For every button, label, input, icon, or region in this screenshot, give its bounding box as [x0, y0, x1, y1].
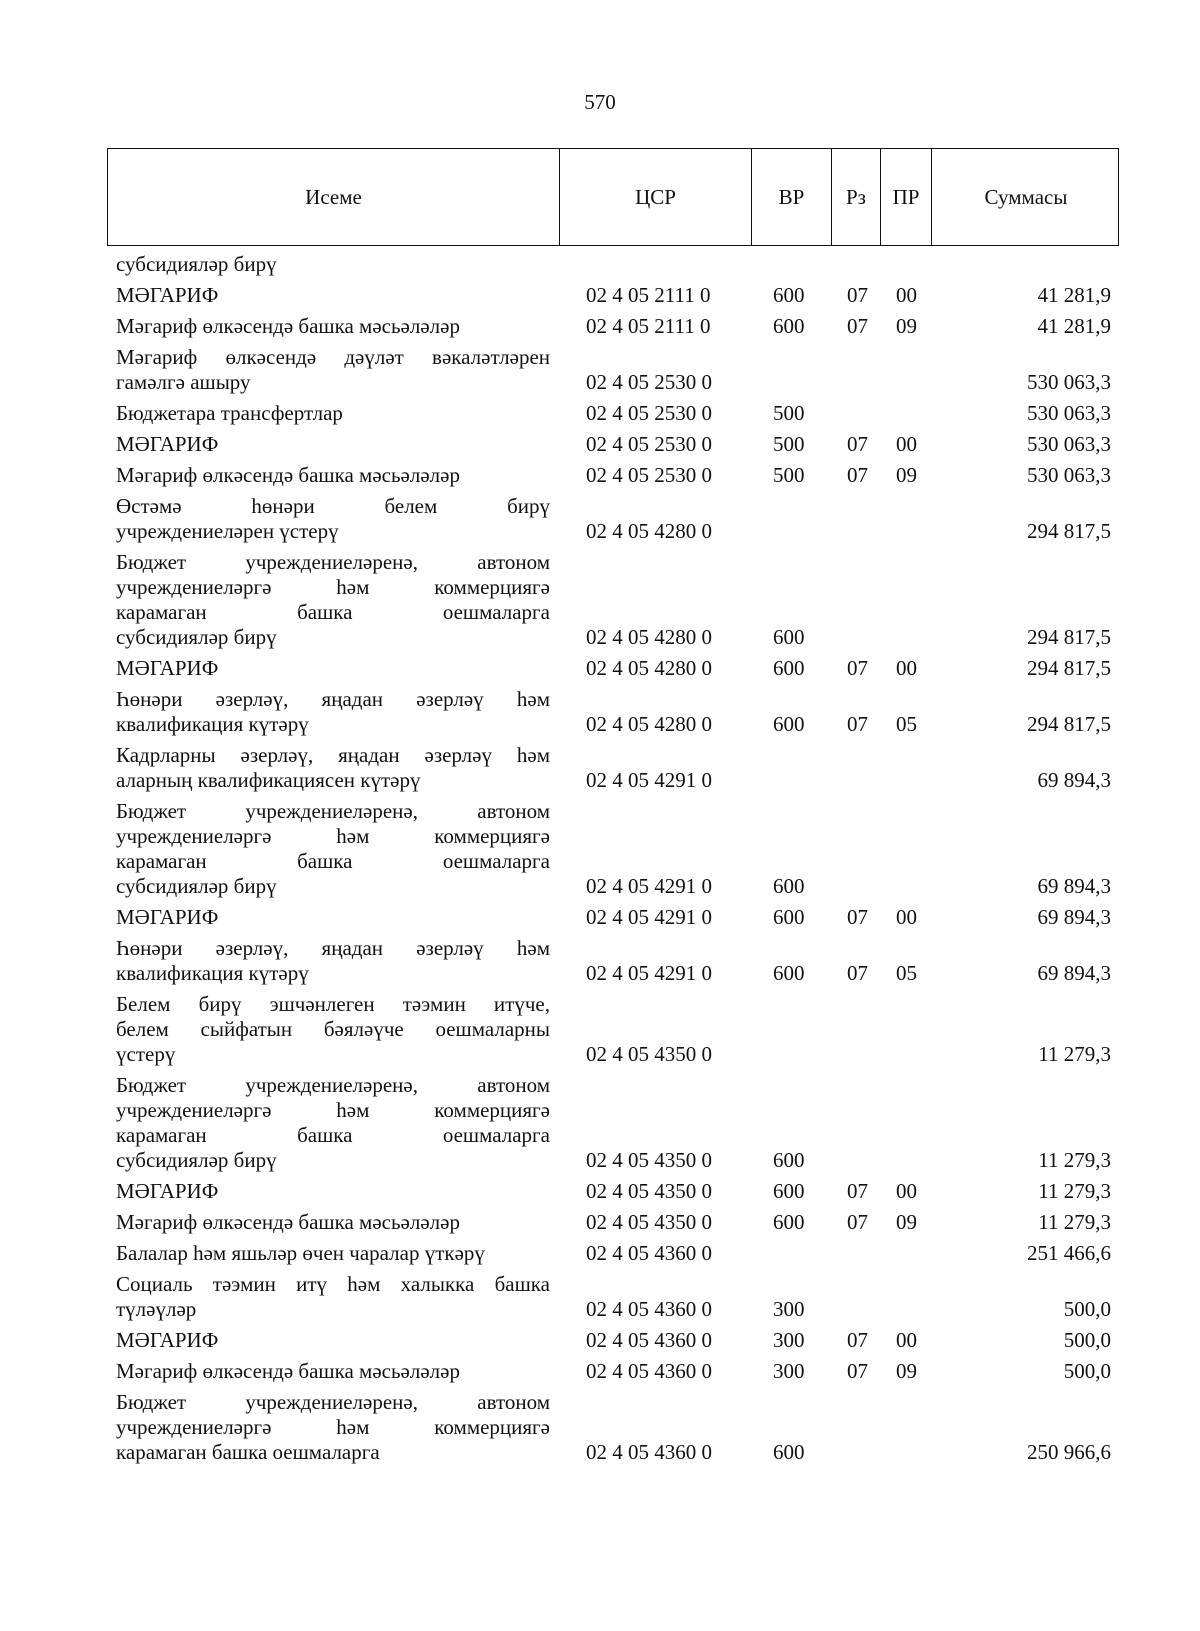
row-vr: 600	[773, 625, 805, 649]
row-vr: 600	[773, 1440, 805, 1464]
row-pr: 09	[896, 314, 917, 338]
row-name-line: Белем бирү эшчәнлеген тәэмин итүче,	[116, 992, 550, 1016]
row-csr: 02 4 05 4280 0	[586, 712, 712, 736]
table-row	[0, 550, 1200, 650]
row-vr: 600	[773, 712, 805, 736]
table-row	[0, 936, 1200, 986]
row-pr: 00	[896, 283, 917, 307]
row-name-line: гамәлгә ашыру	[116, 370, 251, 394]
row-pr: 09	[896, 1210, 917, 1234]
row-name	[116, 1328, 550, 1353]
table-row	[0, 283, 1200, 308]
row-rz: 07	[847, 1210, 868, 1234]
row-sum: 530 063,3	[1027, 432, 1111, 456]
header-rz: Рз	[831, 149, 880, 245]
row-vr: 600	[773, 1148, 805, 1172]
row-vr: 500	[773, 463, 805, 487]
row-pr: 09	[896, 1359, 917, 1383]
row-name-line: субсидияләр бирү	[116, 1148, 277, 1172]
row-vr: 500	[773, 401, 805, 425]
row-name-line: белем сыйфатын бәяләүче оешмаларны	[116, 1017, 550, 1041]
row-name-line: аларның квалификациясен күтәрү	[116, 768, 421, 792]
row-pr: 00	[896, 905, 917, 929]
row-name-line: субсидияләр бирү	[116, 625, 277, 649]
row-name-line: карамаган башка оешмаларга	[116, 849, 550, 873]
row-sum: 11 279,3	[1038, 1210, 1111, 1234]
row-csr: 02 4 05 2530 0	[586, 370, 712, 394]
row-csr: 02 4 05 4350 0	[586, 1210, 712, 1234]
row-name-line: карамаган башка оешмаларга	[116, 1440, 380, 1464]
row-rz: 07	[847, 1359, 868, 1383]
row-name-line: Кадрларны әзерләү, яңадан әзерләү һәм	[116, 743, 550, 767]
row-name-line: учреждениеләргә һәм коммерциягә	[116, 1098, 550, 1122]
row-sum: 41 281,9	[1037, 283, 1111, 307]
row-name	[116, 905, 550, 930]
row-csr: 02 4 05 4291 0	[586, 874, 712, 898]
row-rz: 07	[847, 656, 868, 680]
row-pr: 00	[896, 656, 917, 680]
row-sum: 251 466,6	[1027, 1241, 1111, 1265]
table-row	[0, 992, 1200, 1067]
row-name	[116, 1179, 550, 1204]
row-name-line: карамаган башка оешмаларга	[116, 1123, 550, 1147]
table-row	[0, 314, 1200, 339]
row-name-line: Һөнәри әзерләү, яңадан әзерләү һәм	[116, 687, 550, 711]
header-sum: Суммасы	[931, 149, 1120, 245]
row-vr: 600	[773, 283, 805, 307]
row-sum: 500,0	[1063, 1297, 1111, 1321]
row-sum: 11 279,3	[1038, 1148, 1111, 1172]
row-rz: 07	[847, 1328, 868, 1352]
row-csr: 02 4 05 4360 0	[586, 1241, 712, 1265]
row-csr: 02 4 05 4280 0	[586, 656, 712, 680]
row-vr: 600	[773, 961, 805, 985]
page-number: 570	[584, 90, 616, 114]
row-name-line: Бюджетара трансфертлар	[116, 401, 343, 425]
row-sum: 69 894,3	[1037, 961, 1111, 985]
row-sum: 11 279,3	[1038, 1042, 1111, 1066]
row-name	[116, 345, 550, 395]
row-sum: 294 817,5	[1027, 519, 1111, 543]
header-pr: ПР	[880, 149, 931, 245]
row-csr: 02 4 05 2111 0	[586, 314, 711, 338]
row-sum: 250 966,6	[1027, 1440, 1111, 1464]
row-vr: 300	[773, 1359, 805, 1383]
row-name-line: МӘГАРИФ	[116, 432, 219, 456]
row-csr: 02 4 05 4360 0	[586, 1297, 712, 1321]
table-row	[0, 1210, 1200, 1235]
row-rz: 07	[847, 712, 868, 736]
row-name-line: субсидияләр бирү	[116, 252, 277, 276]
row-name-line: квалификация күтәрү	[116, 961, 309, 985]
row-name-line: МӘГАРИФ	[116, 283, 219, 307]
row-name	[116, 550, 550, 650]
table-row	[0, 345, 1200, 395]
table-row	[0, 656, 1200, 681]
row-name-line: МӘГАРИФ	[116, 1328, 219, 1352]
row-name	[116, 1073, 550, 1173]
row-name-line: Балалар һәм яшьләр өчен чаралар үткәрү	[116, 1241, 485, 1265]
table-row	[0, 1241, 1200, 1266]
row-name-line: субсидияләр бирү	[116, 874, 277, 898]
row-sum: 500,0	[1063, 1359, 1111, 1383]
row-csr: 02 4 05 4291 0	[586, 905, 712, 929]
row-sum: 11 279,3	[1038, 1179, 1111, 1203]
row-sum: 294 817,5	[1027, 656, 1111, 680]
row-csr: 02 4 05 4350 0	[586, 1179, 712, 1203]
row-vr: 600	[773, 1210, 805, 1234]
row-name-line: учреждениеләрен үстерү	[116, 519, 339, 543]
row-csr: 02 4 05 4280 0	[586, 519, 712, 543]
row-pr: 00	[896, 1328, 917, 1352]
row-name	[116, 1210, 550, 1235]
header-csr: ЦСР	[559, 149, 751, 245]
row-sum: 530 063,3	[1027, 370, 1111, 394]
row-pr: 00	[896, 432, 917, 456]
row-name-line: МӘГАРИФ	[116, 1179, 219, 1203]
table-row	[0, 1328, 1200, 1353]
row-name	[116, 936, 550, 986]
row-name-line: квалификация күтәрү	[116, 712, 309, 736]
row-name-line: Бюджет учреждениеләренә, автоном	[116, 1073, 550, 1097]
row-rz: 07	[847, 463, 868, 487]
row-name-line: МӘГАРИФ	[116, 905, 219, 929]
row-name-line: Мәгариф өлкәсендә дәүләт вәкаләтләрен	[116, 345, 550, 369]
row-csr: 02 4 05 4291 0	[586, 768, 712, 792]
row-name	[116, 401, 550, 426]
row-name	[116, 687, 550, 737]
row-rz: 07	[847, 961, 868, 985]
table-row	[0, 252, 1200, 277]
row-sum: 41 281,9	[1037, 314, 1111, 338]
row-name	[116, 314, 550, 339]
row-csr: 02 4 05 2530 0	[586, 463, 712, 487]
row-csr: 02 4 05 4350 0	[586, 1042, 712, 1066]
table-row	[0, 401, 1200, 426]
row-name-line: Мәгариф өлкәсендә башка мәсьәләләр	[116, 1210, 460, 1234]
row-name-line: үстерү	[116, 1042, 176, 1066]
row-name-line: Мәгариф өлкәсендә башка мәсьәләләр	[116, 314, 460, 338]
table-row	[0, 799, 1200, 899]
row-pr: 05	[896, 961, 917, 985]
row-name-line: учреждениеләргә һәм коммерциягә	[116, 575, 550, 599]
row-pr: 09	[896, 463, 917, 487]
row-vr: 600	[773, 1179, 805, 1203]
row-name-line: Мәгариф өлкәсендә башка мәсьәләләр	[116, 463, 460, 487]
row-csr: 02 4 05 2530 0	[586, 432, 712, 456]
row-name	[116, 799, 550, 899]
row-name	[116, 656, 550, 681]
row-sum: 69 894,3	[1037, 874, 1111, 898]
row-sum: 530 063,3	[1027, 463, 1111, 487]
header-vr: ВР	[751, 149, 831, 245]
table-row	[0, 1073, 1200, 1173]
row-name	[116, 1241, 550, 1266]
header-name: Исеме	[305, 184, 362, 209]
row-csr: 02 4 05 4280 0	[586, 625, 712, 649]
table-header	[107, 148, 1119, 246]
row-rz: 07	[847, 283, 868, 307]
row-vr: 500	[773, 432, 805, 456]
row-name-line: Бюджет учреждениеләренә, автоном	[116, 550, 550, 574]
row-csr: 02 4 05 4360 0	[586, 1328, 712, 1352]
row-sum: 294 817,5	[1027, 712, 1111, 736]
row-name	[116, 743, 550, 793]
row-vr: 600	[773, 874, 805, 898]
row-name-line: карамаган башка оешмаларга	[116, 600, 550, 624]
row-name	[116, 432, 550, 457]
row-name-line: түләүләр	[116, 1297, 197, 1321]
table-row	[0, 1390, 1200, 1465]
row-sum: 69 894,3	[1037, 768, 1111, 792]
row-csr: 02 4 05 4360 0	[586, 1440, 712, 1464]
table-row	[0, 1359, 1200, 1384]
row-vr: 600	[773, 905, 805, 929]
row-name-line: учреждениеләргә һәм коммерциягә	[116, 1415, 550, 1439]
table-row	[0, 905, 1200, 930]
row-name-line: Һөнәри әзерләү, яңадан әзерләү һәм	[116, 936, 550, 960]
row-rz: 07	[847, 432, 868, 456]
row-name	[116, 992, 550, 1067]
row-name	[116, 1272, 550, 1322]
row-csr: 02 4 05 4360 0	[586, 1359, 712, 1383]
table-row	[0, 1272, 1200, 1322]
row-name	[116, 283, 550, 308]
row-vr: 300	[773, 1328, 805, 1352]
table-row	[0, 687, 1200, 737]
row-sum: 530 063,3	[1027, 401, 1111, 425]
row-name-line: МӘГАРИФ	[116, 656, 219, 680]
row-pr: 05	[896, 712, 917, 736]
table-row	[0, 1179, 1200, 1204]
row-name-line: Социаль тәэмин итү һәм халыкка башка	[116, 1272, 550, 1296]
table-row	[0, 463, 1200, 488]
row-name-line: Мәгариф өлкәсендә башка мәсьәләләр	[116, 1359, 460, 1383]
table-row	[0, 494, 1200, 544]
row-vr: 600	[773, 656, 805, 680]
table-row	[0, 432, 1200, 457]
row-csr: 02 4 05 2111 0	[586, 283, 711, 307]
row-csr: 02 4 05 4291 0	[586, 961, 712, 985]
row-name-line: Өстәмә һөнәри белем бирү	[116, 494, 550, 518]
row-rz: 07	[847, 905, 868, 929]
row-name	[116, 1390, 550, 1465]
row-name-line: Бюджет учреждениеләренә, автоном	[116, 1390, 550, 1414]
row-pr: 00	[896, 1179, 917, 1203]
row-sum: 69 894,3	[1037, 905, 1111, 929]
row-vr: 300	[773, 1297, 805, 1321]
table-row	[0, 743, 1200, 793]
row-name	[116, 1359, 550, 1384]
row-csr: 02 4 05 2530 0	[586, 401, 712, 425]
row-name-line: учреждениеләргә һәм коммерциягә	[116, 824, 550, 848]
row-sum: 294 817,5	[1027, 625, 1111, 649]
row-name-line: Бюджет учреждениеләренә, автоном	[116, 799, 550, 823]
row-rz: 07	[847, 1179, 868, 1203]
row-csr: 02 4 05 4350 0	[586, 1148, 712, 1172]
row-name	[116, 494, 550, 544]
row-rz: 07	[847, 314, 868, 338]
row-name	[116, 463, 550, 488]
row-name	[116, 252, 550, 277]
row-sum: 500,0	[1063, 1328, 1111, 1352]
row-vr: 600	[773, 314, 805, 338]
